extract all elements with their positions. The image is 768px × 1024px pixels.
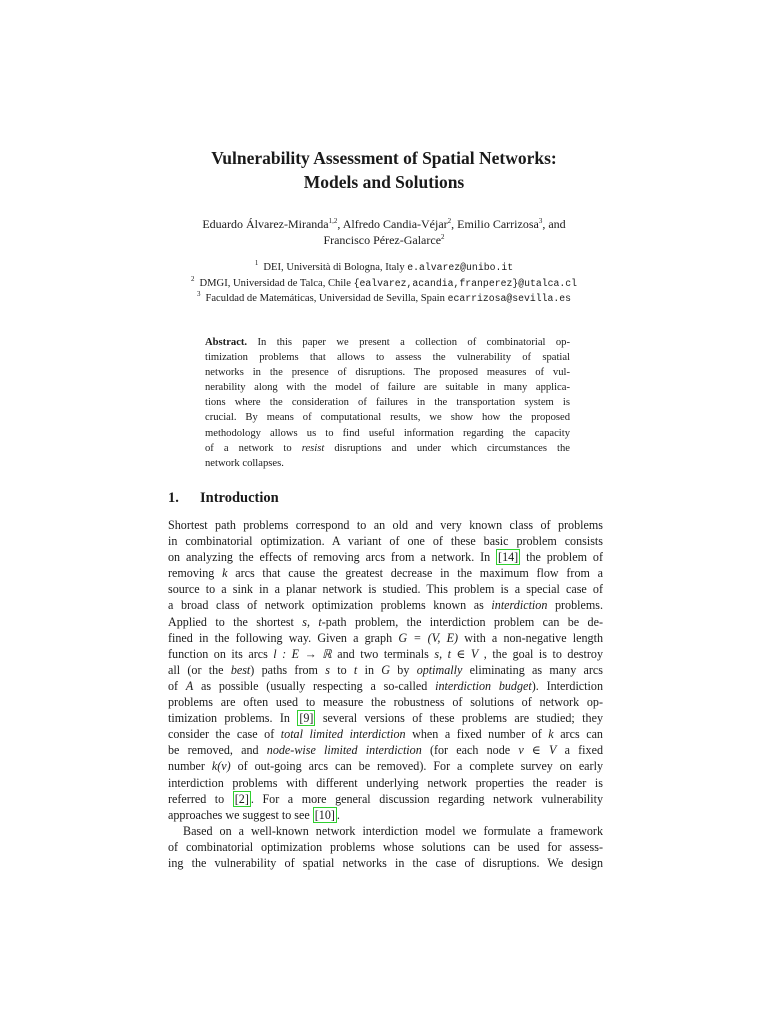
affiliation-email: {ealvarez,acandia,franperez}@utalca.cl [353,277,577,289]
body-line: in combinatorial optimization. A variant of one of these basic problem consists [168,534,603,549]
affiliation-number: 1 [254,259,259,267]
body-text-span: as possible (usually respecting a so-called [193,678,436,693]
body-line: of combinatorial optimization problems whose solutions can be used for assess- [168,839,603,854]
affiliation-list [120,260,648,307]
math-symbol: v ∈ V [518,743,557,758]
math-symbol: s, t [302,614,322,629]
body-text-span: by [390,662,417,677]
body-line [168,710,603,726]
body-line: interdiction problems with different underlying network properties the reader is [168,775,603,790]
body-line [168,742,603,758]
affiliation-email: e.alvarez@unibo.it [407,262,514,273]
affiliation-text: DMGI, Universidad de Talca, Chile [199,277,354,289]
body-line [168,646,603,662]
abstract-label: Abstract. [205,337,248,348]
affiliation-email: ecarrizosa@sevilla.es [447,293,572,304]
abstract-line: crucial. By means of computational results, we show how the proposed [205,412,570,424]
body-line [168,597,603,613]
body-line: Based on a well-known network interdiction model we formulate a framework [183,823,603,838]
math-symbol: k(v) [211,759,231,774]
section-number: 1. [168,490,179,506]
abstract-line [205,335,570,350]
section-title: Introduction [200,490,279,506]
body-text-span: arcs that cause the greatest decrease in the maximum flow from a [227,566,603,581]
author-affil-mark: 2 [441,233,445,241]
affiliation-1 [120,260,648,276]
abstract-line: network collapses. [205,457,284,469]
body-text-span: Applied to the shortest [168,614,303,629]
body-text-span: of out-going arcs can be removed). For a complete survey on early [230,759,603,774]
body-line [168,807,603,823]
math-symbol: G [381,662,391,677]
body-text-span: -path problem, the interdiction problem can be de- [321,614,603,629]
author-affil-mark: 3 [538,217,543,225]
author-list [130,216,638,248]
author-name: , Emilio Carrizosa [451,217,539,231]
citation-link[interactable]: [10] [314,807,335,822]
citation-link[interactable]: [14] [498,550,519,565]
affiliation-3 [120,291,648,307]
author-name: Eduardo Álvarez-Miranda [202,217,329,231]
author-line-1 [130,216,638,232]
body-line: source to a sink in a planar network is studied. This problem is a special case of [168,582,603,597]
abstract-line: timization problems that allows to assess the vulnerability of spatial [205,352,570,364]
body-text-span: arcs can [553,727,603,742]
body-line [168,549,603,565]
author-line-2 [130,232,638,248]
abstract-line: methodology allows us to find useful information regarding the capacity [205,427,570,439]
body-text-span: of [168,678,186,693]
body-text-span: in [357,662,382,677]
math-symbol: A [185,678,194,693]
abstract-text: disruptions and under which circumstances the [324,442,570,454]
body-line [168,758,603,774]
citation-link[interactable]: [2] [234,791,249,806]
math-symbol: k [548,727,554,742]
body-text-span: ) paths from [250,662,326,677]
abstract-line: networks in the presence of disruptions. The proposed measures of vul- [205,367,570,379]
affiliation-number: 3 [196,290,201,298]
math-symbol: k [222,566,228,581]
author-affil-mark: 1,2 [328,217,338,225]
body-text-span: and two terminals [331,646,435,661]
body-line: Shortest path problems correspond to an old and very known class of problems [168,518,603,532]
body-text-span: ). Interdiction [531,678,603,693]
author-name: Francisco Pérez-Galarce [323,233,442,247]
body-emphasis: interdiction budget [435,678,532,693]
body-text-span: to [329,662,354,677]
body-text-span: fined in the following way. Given a graph [168,630,399,645]
body-line [168,614,603,630]
body-text-span: (for each node [421,743,519,758]
body-text-span: problems. [547,598,603,613]
body-line [168,630,603,646]
title-line-2: Models and Solutions [303,172,465,192]
body-text-span: eliminating as many arcs [462,662,603,677]
body-text-span: . For a more general discussion regarding network vulnerability [250,791,603,806]
body-text-span: all (or the [168,662,231,677]
math-symbol: s [325,662,330,677]
abstract-text: In this paper we present a collection of combinatorial op- [247,337,570,348]
body-line [168,662,603,678]
body-text-span: be removed, and [168,743,267,758]
body-text-span: , the goal is to destroy [478,646,603,661]
body-emphasis: node-wise limited interdiction [266,743,422,758]
abstract-line: nerability along with the model of failure are suitable in many applica- [205,382,570,394]
body-text-span: the problem of [520,550,603,565]
body-text-span: . [336,807,340,822]
body-text-span: consider the case of [168,727,281,742]
paper-title [150,146,618,194]
math-symbol: G = (V, E) [398,630,459,645]
body-text [168,517,603,871]
body-line [168,726,603,742]
body-text-span: function on its arcs [168,646,274,661]
body-line: ing the vulnerability of spatial networks in the case of disruptions. We design [168,855,603,870]
body-text-span: with a non-negative length [458,630,603,645]
body-text-span: a broad class of network optimization problems known as [168,598,492,613]
body-emphasis: total limited interdiction [280,727,406,742]
author-affil-mark: 2 [447,217,452,225]
body-text-span: timization problems. In [168,711,298,726]
affiliation-text: DEI, Università di Bologna, Italy [263,262,408,273]
abstract-line: tions where the consideration of failures in the transportation system is [205,397,570,409]
math-symbol: l : E → ℝ [273,646,332,661]
math-symbol: s, t ∈ V [434,646,479,661]
title-line-1: Vulnerability Assessment of Spatial Networks: [211,148,557,168]
author-separator: , and [542,217,566,231]
section-heading [168,488,279,508]
body-text-span: a fixed [556,743,603,758]
body-line: problems are often used to measure the robustness of solutions of network op- [168,695,603,710]
body-line [168,791,603,807]
body-text-span: when a fixed number of [405,727,549,742]
body-line [168,565,603,581]
body-text-span: on analyzing the effects of removing arcs from a network. In [168,550,497,565]
abstract [205,335,570,471]
abstract-text: of a network to [205,442,302,454]
abstract-emphasis: resist [301,442,325,454]
body-text-span: number [168,759,212,774]
math-symbol: t [353,662,358,677]
citation-link[interactable]: [9] [299,711,314,726]
body-emphasis: optimally [416,662,463,677]
body-text-span: approaches we suggest to see [168,807,313,822]
body-line [168,678,603,694]
author-name: , Alfredo Candia-Véjar [337,217,448,231]
body-emphasis: interdiction [491,598,548,613]
affiliation-2 [120,276,648,292]
body-emphasis: best [230,662,251,677]
body-text-span: removing [168,566,223,581]
affiliation-number: 2 [190,274,195,283]
abstract-line [205,441,570,456]
body-text-span: referred to [168,791,233,806]
body-text-span: several versions of these problems are studied; they [315,711,603,726]
affiliation-text: Faculdad de Matemáticas, Universidad de Sevilla, Spain [205,293,448,304]
